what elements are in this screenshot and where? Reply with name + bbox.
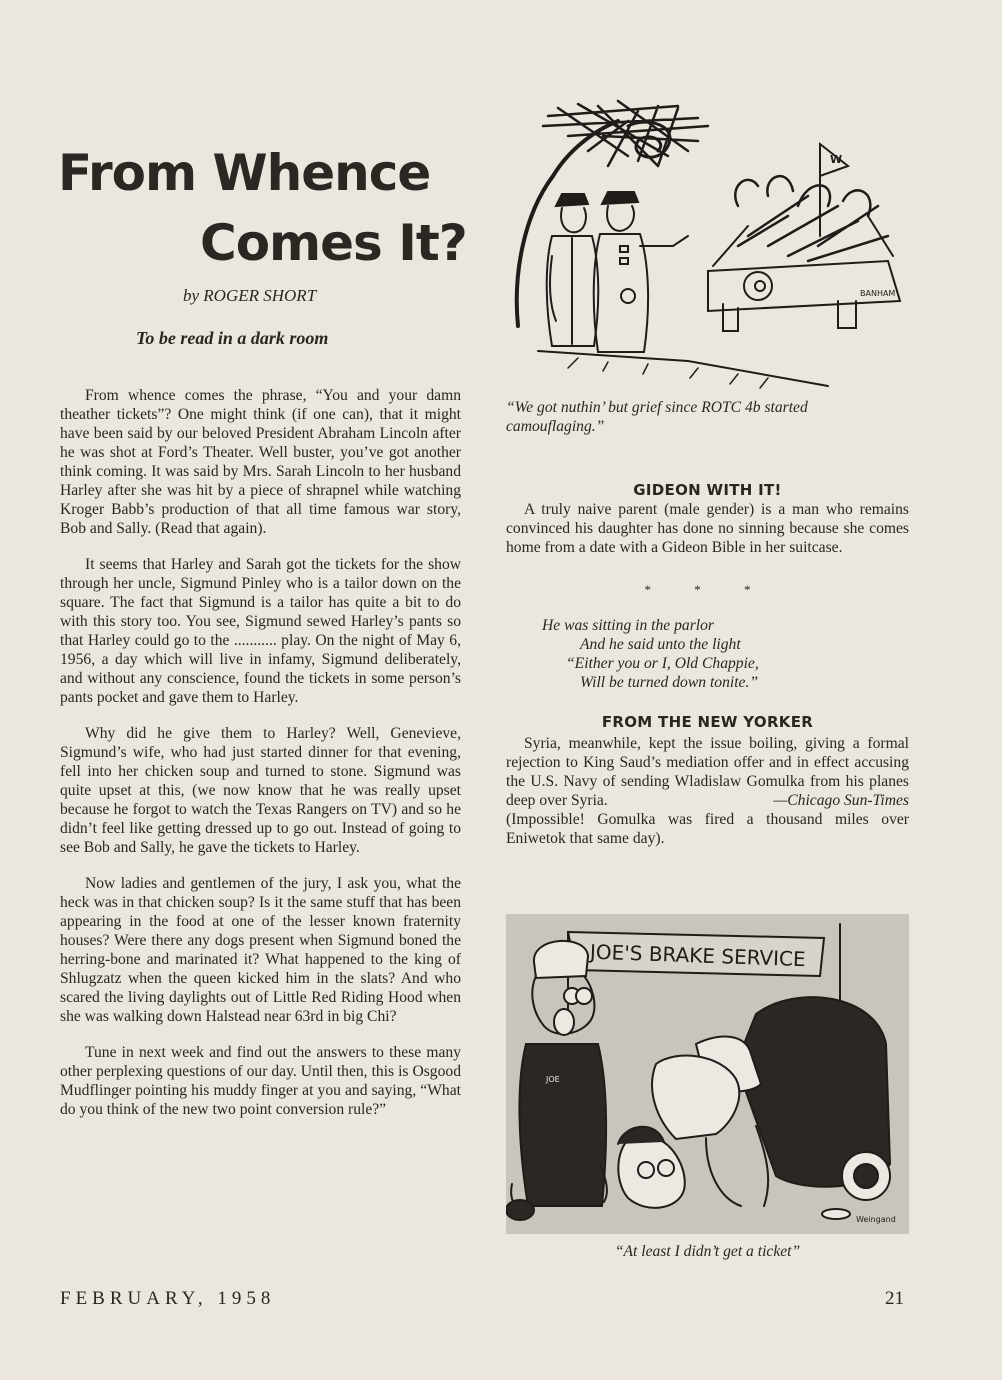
article-paragraph: It seems that Harley and Sarah got the tickets for the show through her uncle, Sigmund Pinley who is a tailor down on the square. The fact that Sigmund is a tailor has quite a bit to do with this story too. You see, Sigmund sewed Harley’s pants so that Harley could go to the ........... play. On the night of May 6, 1956, a day which will live in infamy, Sigmund deliberately, and without any conscience, found the tickets in some person’s pants pocket and gave them to Harley. bbox=[60, 556, 461, 706]
gideon-heading: GIDEON WITH IT! bbox=[633, 481, 782, 499]
poem-line: “Either you or I, Old Chappie, bbox=[566, 655, 759, 672]
title-line-1: From Whence bbox=[58, 144, 431, 202]
cartoon2-signature: Weingand bbox=[856, 1215, 896, 1224]
new-yorker-text-after: (Impossible! Gomulka was fired a thousand miles over Eniwetok that same day). bbox=[506, 811, 909, 847]
section-separator: * * * bbox=[644, 582, 771, 597]
cartoon1-signature: BANHAM bbox=[860, 289, 896, 298]
issue-date: FEBRUARY, 1958 bbox=[60, 1288, 276, 1309]
poem-line: Will be turned down tonite.” bbox=[580, 674, 759, 691]
subtitle: To be read in a dark room bbox=[136, 328, 329, 348]
article-body bbox=[60, 386, 461, 1136]
title-line-2: Comes It? bbox=[200, 214, 467, 272]
mechanic-cap-label: JOE bbox=[546, 1075, 560, 1084]
cartoon-policemen-illustration bbox=[508, 96, 908, 392]
cartoon2-sign: JOE'S BRAKE SERVICE bbox=[589, 939, 807, 972]
new-yorker-heading: FROM THE NEW YORKER bbox=[601, 713, 814, 731]
article-paragraph: Why did he give them to Harley? Well, Genevieve, Sigmund’s wife, who had just started dinner for that evening, fell into her chicken soup and turned to stone. Sigmund was quite upset at this, (we now know that he was really upset because he forgot to watch the Texas Rangers on TV) and so he didn’t feel like getting dressed up to go out. Instead of going to see Bob and Sally, he gave the tickets to Harley. bbox=[60, 725, 461, 856]
new-yorker-source: —Chicago Sun-Times bbox=[773, 792, 909, 809]
page-number: 21 bbox=[885, 1288, 904, 1309]
new-yorker-text bbox=[506, 734, 909, 848]
article-paragraph: Now ladies and gentlemen of the jury, I ask you, what the heck was in that chicken soup? Is it the same stuff that has been appearing in the food at one of the lesser known fraternity houses? Were there any dogs present when Sigmund boned the herring-bone and marinated it? What happened to the king of Shlugzatz when the queen kicked him in the slats? And who scared the living daylights out of Little Red Riding Hood when she was walking down Halstead near 63rd in big Chi? bbox=[60, 875, 461, 1025]
cartoon2-caption: “At least I didn’t get a ticket” bbox=[614, 1243, 801, 1260]
flag-letter: W bbox=[830, 153, 843, 166]
poem-line: And he said unto the light bbox=[580, 636, 741, 653]
poem-line: He was sitting in the parlor bbox=[542, 617, 714, 634]
cartoon1-caption: “We got nuthin’ but grief since ROTC 4b started camouflaging.” bbox=[506, 399, 808, 435]
article-paragraph: Tune in next week and find out the answers to these many other perplexing questions of our day. Until then, this is Osgood Mudflinger pointing his muddy finger at you and saying, “What do you think of the new two point conversion rule?” bbox=[60, 1044, 461, 1118]
cartoon-brake-service-illustration bbox=[506, 914, 909, 1234]
poem bbox=[542, 616, 759, 692]
gideon-text: A truly naive parent (male gender) is a man who remains convinced his daughter has done no sinning because she comes home from a date with a Gideon Bible in her suitcase. bbox=[506, 501, 909, 556]
byline: by ROGER SHORT bbox=[183, 286, 317, 305]
article-paragraph: From whence comes the phrase, “You and your damn theather tickets”? One might think (if one can), that it might have been said by our beloved President Abraham Lincoln after he was shot at Ford’s Theater. Well buster, you’ve got another think coming. It was said by Mrs. Sarah Lincoln to her husband Harley after she was hit by a piece of shrapnel while watching Kroger Babb’s production of that all time famous war story, Bob and Sally. (Read that again). bbox=[60, 387, 461, 537]
new-yorker-text-before: Syria, meanwhile, kept the issue boiling, giving a formal rejection to King Saud’s mediation offer and in effect accusing the U.S. Navy of sending Wladislaw Gomulka from his planes deep over Syria. bbox=[506, 735, 909, 809]
